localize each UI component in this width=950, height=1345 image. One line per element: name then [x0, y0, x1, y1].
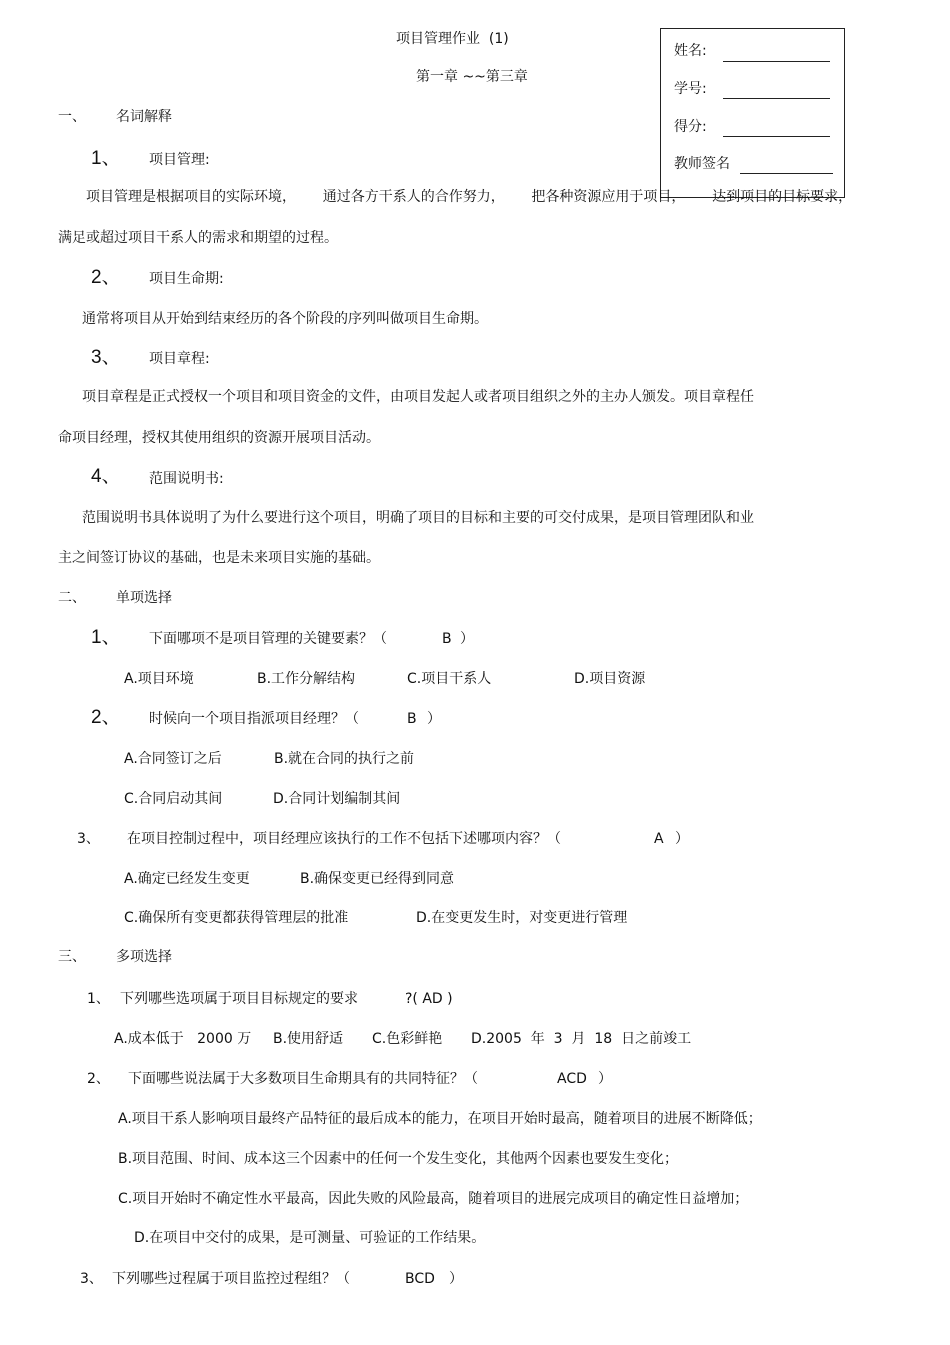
student-id-label: 学号:: [674, 81, 707, 97]
multi-choice-q1-option-d: D.2005 年 3 月 18 日之前竣工: [471, 1031, 692, 1047]
single-choice-q3-number: 3、: [77, 831, 100, 847]
multi-choice-q2-close: ）: [598, 1071, 612, 1087]
multi-choice-q2-option-b: B.项目范围、时间、成本这三个因素中的任何一个发生变化，其他两个因素也要发生变化；: [118, 1151, 679, 1167]
single-choice-q3-text: 在项目控制过程中，项目经理应该执行的工作不包括下述哪项内容？（: [127, 831, 561, 847]
single-choice-q2-option-b: B.就在合同的执行之前: [274, 751, 415, 767]
section-1-index: 一、: [58, 109, 86, 125]
multi-choice-q1-option-c: C.色彩鲜艳: [372, 1031, 443, 1047]
term-3-label: 项目章程:: [149, 351, 210, 367]
multi-choice-q1-number: 1、: [87, 991, 110, 1007]
section-3-index: 三、: [58, 949, 86, 965]
single-choice-q2-answer: B: [407, 711, 417, 727]
name-label: 姓名:: [674, 43, 707, 59]
multi-choice-q1-text: 下列哪些选项属于项目目标规定的要求: [120, 991, 358, 1007]
term-2-number: 2、: [91, 267, 121, 288]
term-4-definition-line-2: 主之间签订协议的基础，也是未来项目实施的基础。: [58, 550, 380, 566]
student-id-field-line[interactable]: [723, 98, 830, 99]
single-choice-q3-option-b: B.确保变更已经得到同意: [300, 871, 455, 887]
section-2-index: 二、: [58, 590, 86, 606]
student-info-box: [660, 28, 845, 198]
multi-choice-q3-close: ）: [449, 1271, 463, 1287]
single-choice-q1-option-c: C.项目干系人: [407, 671, 492, 687]
multi-choice-q2-option-d: D.在项目中交付的成果，是可测量、可验证的工作结果。: [134, 1230, 486, 1246]
multi-choice-q2-option-a: A.项目干系人影响项目最终产品特征的最后成本的能力，在项目开始时最高，随着项目的进展不断降低；: [118, 1111, 762, 1127]
single-choice-q3-close: ）: [675, 831, 689, 847]
single-choice-q3-option-c: C.确保所有变更都获得管理层的批准: [124, 910, 349, 926]
single-choice-q2-text: 时候向一个项目指派项目经理？（: [149, 711, 359, 727]
single-choice-q2-option-c: C.合同启动其间: [124, 791, 223, 807]
section-2-title: 单项选择: [116, 590, 172, 606]
multi-choice-q2-answer: ACD: [557, 1071, 587, 1087]
term-2-label: 项目生命期:: [149, 271, 224, 287]
multi-choice-q3-answer: BCD: [405, 1271, 435, 1287]
term-1-definition-line-1: 项目管理是根据项目的实际环境， 通过各方干系人的合作努力， 把各种资源应用于项目， 达到项目的目标要求，: [86, 189, 853, 205]
term-3-definition-line-2: 命项目经理，授权其使用组织的资源开展项目活动。: [58, 430, 380, 446]
page-subtitle: 第一章 ~~第三章: [416, 69, 528, 85]
term-3-number: 3、: [91, 347, 121, 368]
single-choice-q2-close: ）: [427, 711, 441, 727]
multi-choice-q1-option-b: B.使用舒适: [273, 1031, 344, 1047]
term-3-definition-line-1: 项目章程是正式授权一个项目和项目资金的文件，由项目发起人或者项目组织之外的主办人颁发。项目章程任: [82, 389, 754, 405]
name-field-line[interactable]: [723, 61, 830, 62]
multi-choice-q2-text: 下面哪些说法属于大多数项目生命期具有的共同特征？（: [128, 1071, 478, 1087]
multi-choice-q2-option-c: C.项目开始时不确定性水平最高，因此失败的风险最高，随着项目的进展完成项目的确定性日益增加；: [118, 1191, 749, 1207]
single-choice-q1-answer: B: [442, 631, 452, 647]
single-choice-q1-text: 下面哪项不是项目管理的关键要素？（: [149, 631, 387, 647]
term-4-number: 4、: [91, 466, 121, 487]
single-choice-q1-option-b: B.工作分解结构: [257, 671, 356, 687]
single-choice-q2-number: 2、: [91, 707, 121, 728]
single-choice-q3-answer: A: [654, 831, 664, 847]
teacher-signature-label: 教师签名: [674, 156, 730, 172]
section-3-title: 多项选择: [116, 949, 172, 965]
single-choice-q1-option-a: A.项目环境: [124, 671, 194, 687]
single-choice-q1-close: ）: [460, 631, 474, 647]
term-4-definition-line-1: 范围说明书具体说明了为什么要进行这个项目，明确了项目的目标和主要的可交付成果，是项目管理团队和业: [82, 510, 754, 526]
multi-choice-q3-number: 3、: [80, 1271, 103, 1287]
term-2-definition-line-1: 通常将项目从开始到结束经历的各个阶段的序列叫做项目生命期。: [82, 311, 488, 327]
score-label: 得分:: [674, 119, 707, 135]
multi-choice-q2-number: 2、: [87, 1071, 110, 1087]
teacher-signature-field-line[interactable]: [740, 173, 833, 174]
multi-choice-q1-answer: ?( AD ): [405, 991, 453, 1007]
term-4-label: 范围说明书:: [149, 471, 224, 487]
multi-choice-q3-text: 下列哪些过程属于项目监控过程组？（: [112, 1271, 350, 1287]
score-field-line[interactable]: [723, 136, 830, 137]
multi-choice-q1-option-a: A.成本低于 2000 万: [114, 1031, 252, 1047]
term-1-label: 项目管理:: [149, 152, 210, 168]
single-choice-q1-number: 1、: [91, 627, 121, 648]
single-choice-q2-option-d: D.合同计划编制其间: [273, 791, 401, 807]
term-1-definition-line-2: 满足或超过项目干系人的需求和期望的过程。: [58, 230, 338, 246]
section-1-title: 名词解释: [116, 109, 172, 125]
term-1-number: 1、: [91, 148, 121, 169]
single-choice-q3-option-d: D.在变更发生时，对变更进行管理: [416, 910, 628, 926]
single-choice-q2-option-a: A.合同签订之后: [124, 751, 222, 767]
single-choice-q3-option-a: A.确定已经发生变更: [124, 871, 250, 887]
single-choice-q1-option-d: D.项目资源: [574, 671, 646, 687]
page-title: 项目管理作业 (1): [396, 31, 509, 47]
